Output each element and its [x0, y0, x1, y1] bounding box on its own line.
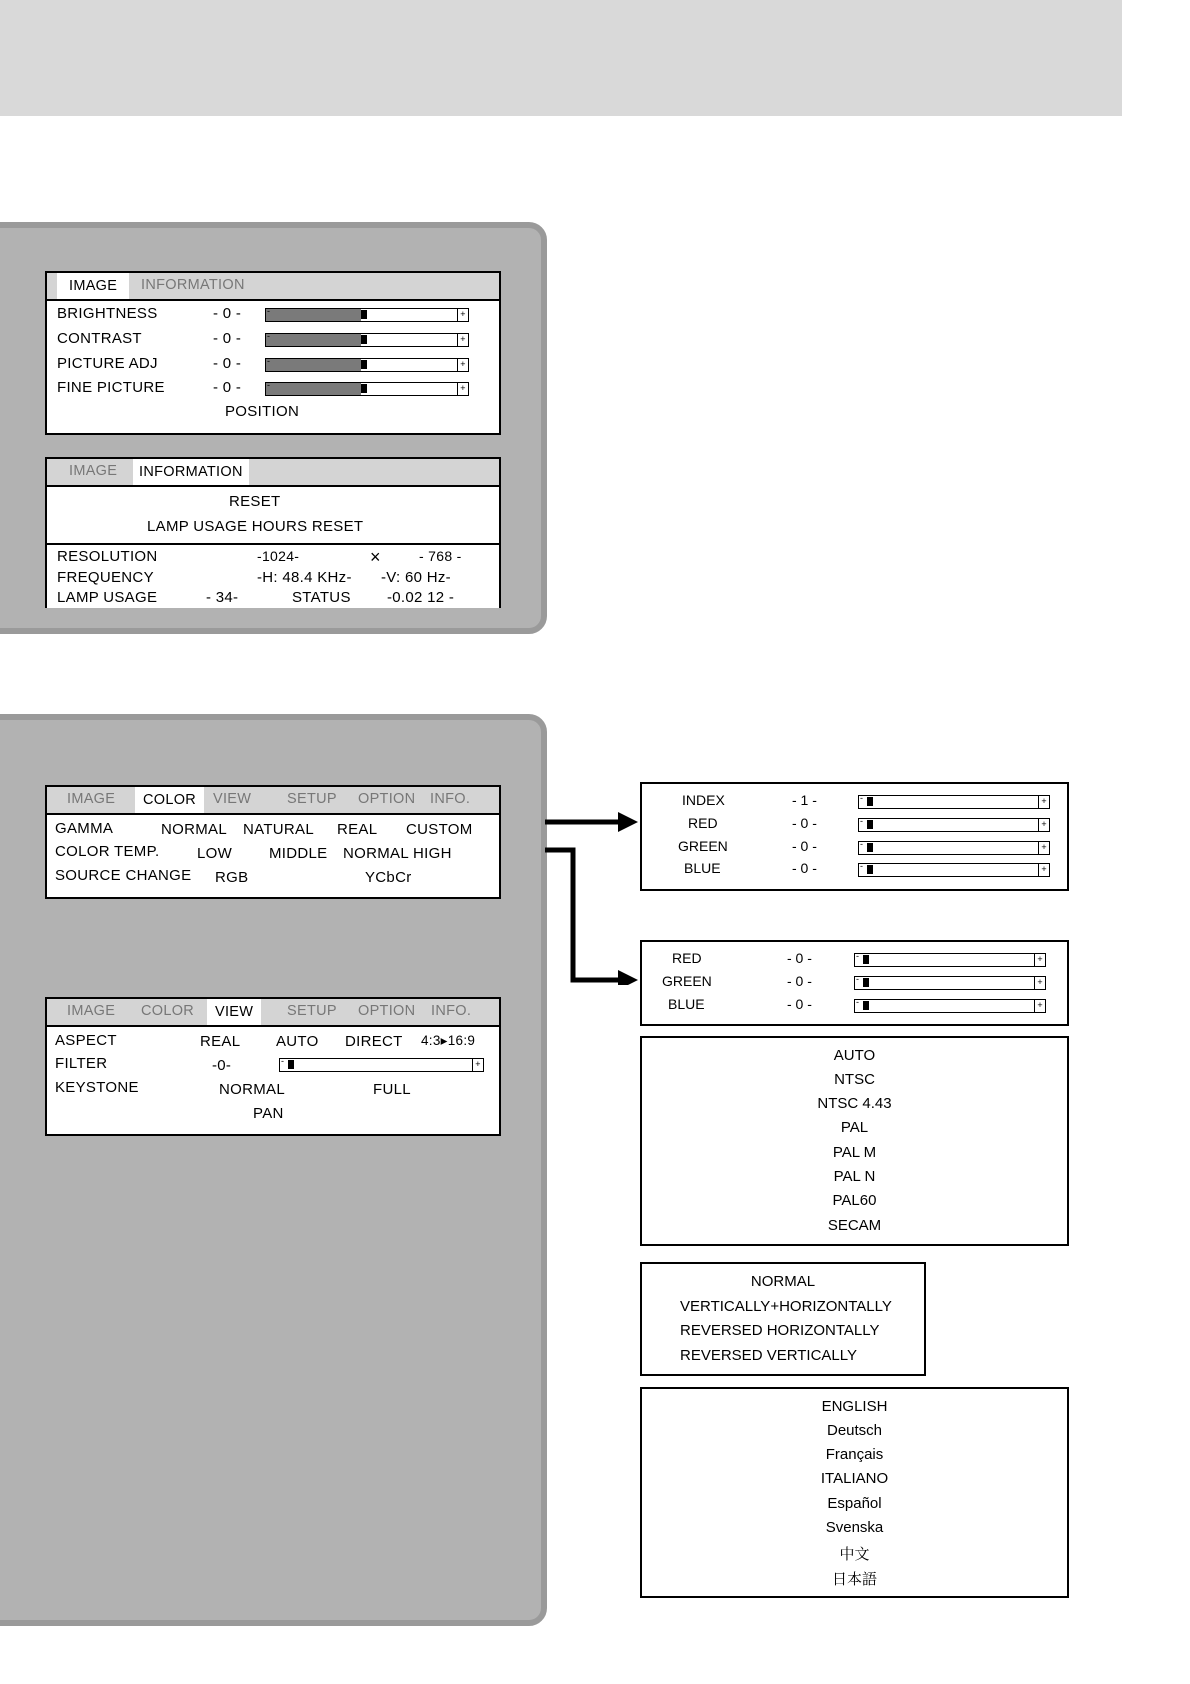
gamma-custom[interactable]: CUSTOM [406, 821, 473, 838]
image-menu-tabs [47, 273, 499, 301]
mirror-item[interactable]: REVERSED HORIZONTALLY [680, 1322, 880, 1339]
index-slider[interactable]: - + [858, 795, 1050, 809]
language-item[interactable]: Svenska [825, 1519, 884, 1536]
tab-image[interactable]: IMAGE [67, 1003, 116, 1019]
resolution-h: -1024- [257, 548, 300, 564]
aspect-wide[interactable]: 4:3▸16:9 [421, 1033, 476, 1048]
information-menu-tabs [47, 459, 499, 487]
picture-adj-slider[interactable]: - + [265, 358, 469, 372]
gamma-label: GAMMA [55, 820, 114, 837]
color-temp-low[interactable]: LOW [197, 845, 233, 862]
tab-view[interactable]: VIEW [213, 791, 252, 807]
gamma-real[interactable]: REAL [337, 821, 378, 838]
view-menu [45, 997, 501, 1136]
gamma-red-value: - 0 - [792, 815, 817, 831]
status-value: -0.02 12 - [387, 589, 455, 606]
keystone-label: KEYSTONE [55, 1079, 139, 1096]
status-label: STATUS [292, 589, 351, 606]
tab-info[interactable]: INFO. [430, 791, 471, 807]
filter-value: -0- [212, 1057, 232, 1074]
picture-adj-label: PICTURE ADJ [57, 355, 158, 372]
information-menu [45, 457, 501, 608]
aspect-direct[interactable]: DIRECT [345, 1033, 403, 1050]
language-item[interactable]: ENGLISH [821, 1398, 888, 1415]
frequency-label: FREQUENCY [57, 569, 154, 586]
source-rgb[interactable]: RGB [215, 869, 249, 886]
gamma-blue-value: - 0 - [792, 860, 817, 876]
keystone-full[interactable]: FULL [373, 1081, 411, 1098]
arrowhead-custom-temp [618, 970, 638, 985]
index-label: INDEX [682, 792, 725, 808]
contrast-label: CONTRAST [57, 330, 142, 347]
color-temp-label: COLOR TEMP. [55, 843, 160, 860]
picture-adj-value: - 0 - [213, 355, 242, 372]
mirror-item[interactable]: VERTICALLY+HORIZONTALLY [680, 1298, 892, 1315]
source-ycbcr[interactable]: YCbCr [365, 869, 412, 886]
fine-picture-slider[interactable]: - + [265, 382, 469, 396]
temp-red-value: - 0 - [787, 950, 812, 966]
language-item[interactable]: Deutsch [826, 1422, 883, 1439]
reset-item[interactable]: RESET [229, 493, 281, 510]
video-system-item[interactable]: NTSC 4.43 [817, 1095, 892, 1112]
tab-color[interactable]: COLOR [141, 1003, 195, 1019]
resolution-v: - 768 - [419, 548, 462, 564]
color-menu [45, 785, 501, 899]
brightness-slider[interactable]: - + [265, 308, 469, 322]
temp-green-slider[interactable]: - + [854, 976, 1046, 990]
custom-gamma-box [640, 782, 1069, 891]
position-item[interactable]: POSITION [225, 403, 300, 420]
language-item[interactable]: 中文 [839, 1546, 870, 1563]
info-divider [47, 543, 499, 545]
language-item[interactable]: Español [827, 1495, 882, 1512]
gamma-green-label: GREEN [678, 838, 728, 854]
video-system-item[interactable]: PAL N [833, 1168, 876, 1185]
arrow-to-custom-temp [545, 850, 622, 980]
contrast-value: - 0 - [213, 330, 242, 347]
resolution-x: × [370, 547, 381, 567]
tab-image[interactable]: IMAGE [69, 463, 118, 479]
mirror-list [640, 1262, 926, 1376]
tab-information[interactable]: INFORMATION [133, 459, 249, 485]
gamma-green-value: - 0 - [792, 838, 817, 854]
temp-green-value: - 0 - [787, 973, 812, 989]
video-system-item[interactable]: PAL60 [832, 1192, 877, 1209]
temp-blue-label: BLUE [668, 996, 705, 1012]
lamp-usage-value: - 34- [206, 589, 239, 606]
color-menu-tabs [47, 787, 499, 815]
frequency-h: -H: 48.4 KHz- [257, 569, 352, 586]
gamma-natural[interactable]: NATURAL [243, 821, 314, 838]
language-item[interactable]: Français [825, 1446, 884, 1463]
temp-blue-slider[interactable]: - + [854, 999, 1046, 1013]
video-system-item[interactable]: PAL [840, 1119, 869, 1136]
aspect-label: ASPECT [55, 1032, 117, 1049]
tab-view[interactable]: VIEW [207, 999, 261, 1025]
gamma-red-slider[interactable]: - + [858, 818, 1050, 832]
temp-red-slider[interactable]: - + [854, 953, 1046, 967]
tab-image[interactable]: IMAGE [57, 273, 129, 299]
contrast-slider[interactable]: - + [265, 333, 469, 347]
resolution-label: RESOLUTION [57, 548, 158, 565]
index-value: - 1 - [792, 792, 817, 808]
tab-setup[interactable]: SETUP [287, 791, 337, 807]
tab-information[interactable]: INFORMATION [141, 277, 245, 293]
gamma-blue-label: BLUE [684, 860, 721, 876]
header-bar [0, 0, 1122, 116]
video-system-item[interactable]: PAL M [832, 1144, 877, 1161]
fine-picture-label: FINE PICTURE [57, 379, 165, 396]
color-temp-middle[interactable]: MIDDLE [269, 845, 328, 862]
frequency-v: -V: 60 Hz- [381, 569, 451, 586]
brightness-value: - 0 - [213, 305, 242, 322]
tab-image[interactable]: IMAGE [67, 791, 116, 807]
language-item[interactable]: ITALIANO [820, 1470, 889, 1487]
custom-temp-box [640, 940, 1069, 1026]
gamma-blue-slider[interactable]: - + [858, 863, 1050, 877]
mirror-item[interactable]: REVERSED VERTICALLY [680, 1347, 858, 1364]
source-change-label: SOURCE CHANGE [55, 867, 192, 884]
filter-slider[interactable]: - + [279, 1058, 484, 1072]
pan-item[interactable]: PAN [253, 1105, 284, 1122]
lamp-usage-label: LAMP USAGE [57, 589, 158, 606]
image-menu [45, 271, 501, 435]
filter-label: FILTER [55, 1055, 108, 1072]
video-system-item[interactable]: SECAM [827, 1217, 882, 1234]
tab-info[interactable]: INFO. [431, 1003, 472, 1019]
connector-arrows [540, 805, 640, 985]
temp-green-label: GREEN [662, 973, 712, 989]
video-system-list [640, 1036, 1069, 1246]
lamp-reset-item[interactable]: LAMP USAGE HOURS RESET [147, 518, 364, 535]
arrowhead-custom-gamma [618, 812, 638, 832]
tab-option[interactable]: OPTION [358, 1003, 416, 1019]
temp-red-label: RED [672, 950, 702, 966]
tab-option[interactable]: OPTION [358, 791, 416, 807]
keystone-normal[interactable]: NORMAL [219, 1081, 285, 1098]
view-menu-tabs [47, 999, 499, 1027]
video-system-item[interactable]: NTSC [834, 1071, 875, 1088]
color-temp-high[interactable]: HIGH [413, 845, 452, 862]
temp-blue-value: - 0 - [787, 996, 812, 1012]
language-item[interactable]: 日本語 [831, 1571, 877, 1588]
video-system-item[interactable]: AUTO [833, 1047, 876, 1064]
aspect-real[interactable]: REAL [200, 1033, 241, 1050]
fine-picture-value: - 0 - [213, 379, 242, 396]
tab-color[interactable]: COLOR [135, 787, 204, 813]
gamma-red-label: RED [688, 815, 718, 831]
brightness-label: BRIGHTNESS [57, 305, 158, 322]
gamma-green-slider[interactable]: - + [858, 841, 1050, 855]
color-temp-normal[interactable]: NORMAL [343, 845, 409, 862]
language-list [640, 1387, 1069, 1598]
mirror-item[interactable]: NORMAL [750, 1273, 816, 1290]
tab-setup[interactable]: SETUP [287, 1003, 337, 1019]
aspect-auto[interactable]: AUTO [276, 1033, 319, 1050]
gamma-normal[interactable]: NORMAL [161, 821, 227, 838]
